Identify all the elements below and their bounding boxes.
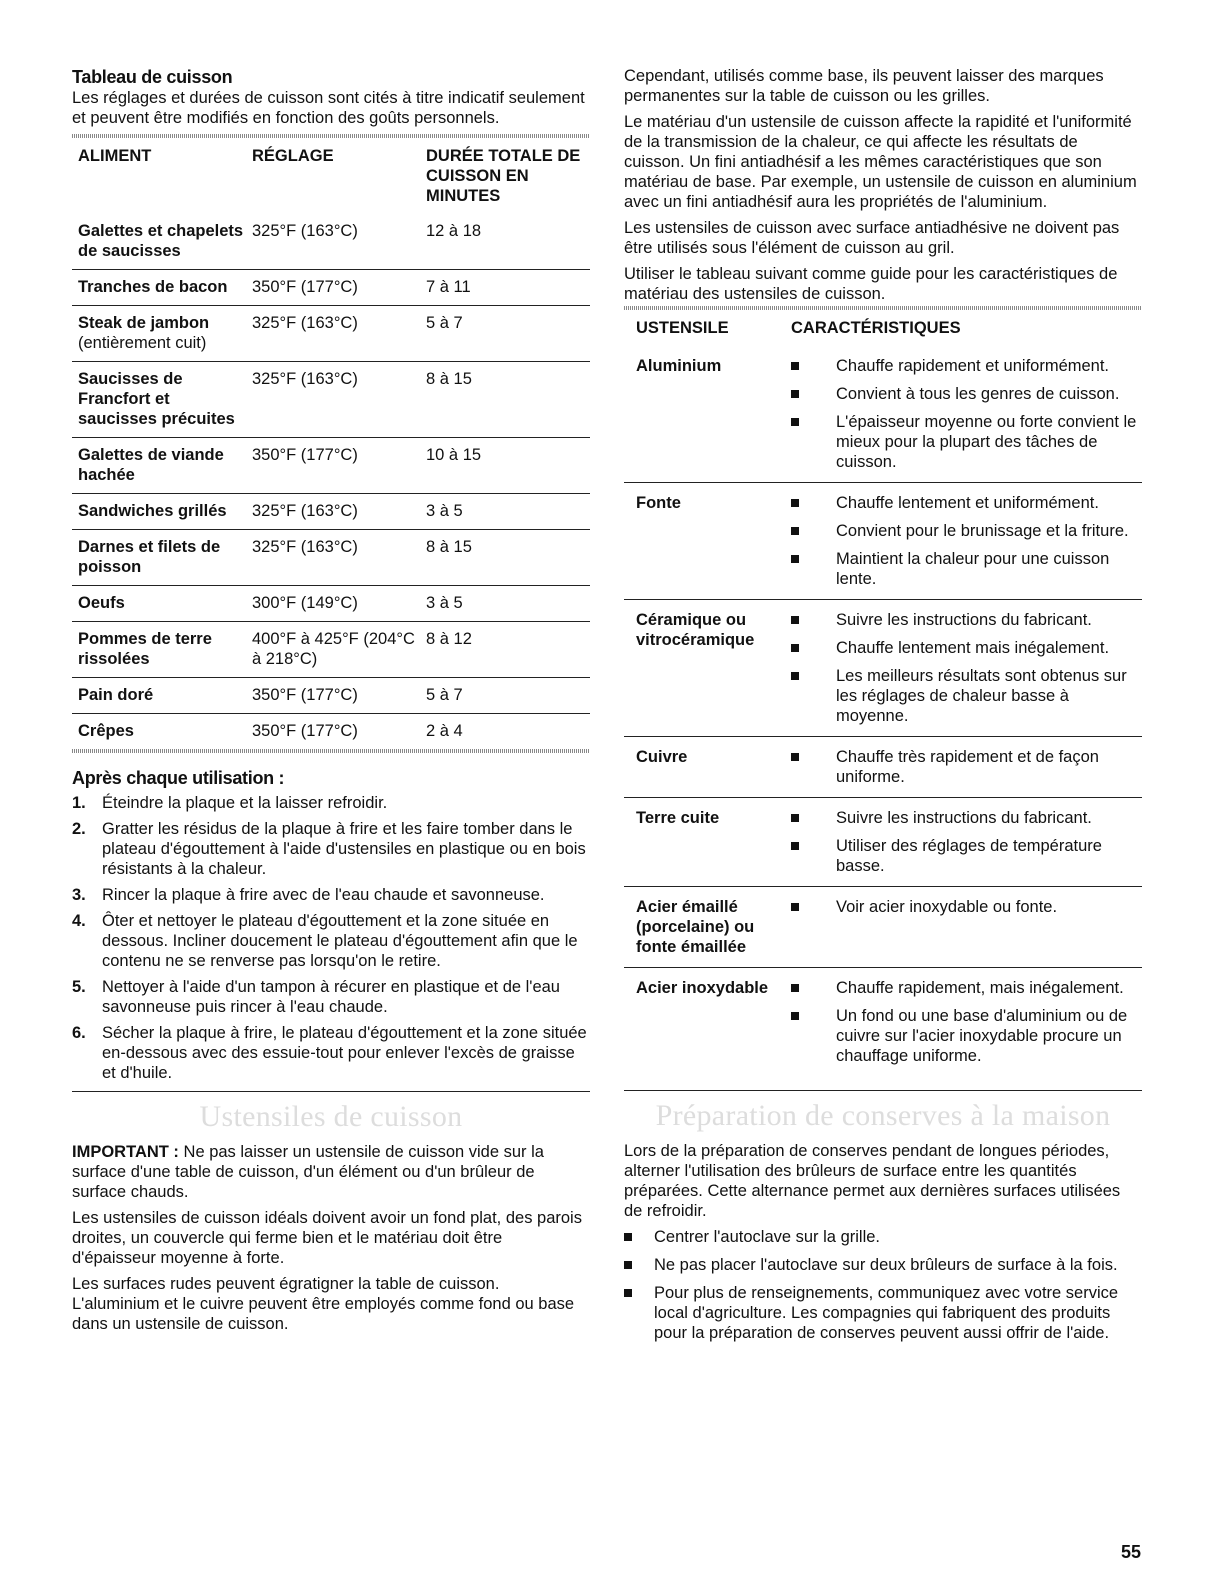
list-item bbox=[791, 356, 1142, 376]
header-food: ALIMENT bbox=[78, 147, 152, 165]
list-item bbox=[791, 897, 1142, 917]
step-number: 1. bbox=[72, 794, 86, 812]
canning-text: Ne pas placer l'autoclave sur deux brûleurs de surface à la fois. bbox=[654, 1256, 1118, 1274]
food-cell bbox=[72, 494, 246, 530]
time-cell: 7 à 11 bbox=[420, 270, 590, 306]
food-cell bbox=[72, 306, 246, 362]
bullet-square-icon bbox=[791, 362, 799, 370]
cookware-characteristics bbox=[791, 798, 1142, 887]
bullet-square-icon bbox=[791, 1012, 799, 1020]
characteristic-text: Les meilleurs résultats sont obtenus sur les réglages de chaleur basse à moyenne. bbox=[836, 667, 1127, 725]
step-number: 5. bbox=[72, 978, 86, 996]
setting-cell: 325°F (163°C) bbox=[246, 494, 420, 530]
characteristics-list bbox=[791, 493, 1142, 589]
list-item bbox=[624, 1255, 1142, 1275]
bullet-square-icon bbox=[791, 527, 799, 535]
header-cookware: USTENSILE bbox=[636, 319, 729, 337]
list-item bbox=[791, 836, 1142, 876]
food-cell bbox=[72, 270, 246, 306]
characteristic-text: L'épaisseur moyenne ou forte convient le mieux pour la plupart des tâches de cuisson. bbox=[836, 413, 1137, 471]
bullet-square-icon bbox=[791, 984, 799, 992]
important-text: Ne pas laisser un ustensile de cuisson vide sur la surface d'une table de cuisson, d'un élément ou d'un brûleur de surface chauds. bbox=[72, 1143, 544, 1201]
step-text: Ôter et nettoyer le plateau d'égouttement et la zone située en dessous. Incliner doucement le plateau d'égouttement afin que le contenu ne se renverse pas lorsqu'on le retire. bbox=[102, 912, 578, 970]
list-item bbox=[72, 885, 590, 905]
cookware-name: Aluminium bbox=[636, 357, 722, 375]
characteristics-list bbox=[791, 897, 1142, 917]
bullet-square-icon bbox=[791, 672, 799, 680]
time-cell: 12 à 18 bbox=[426, 222, 482, 240]
bullet-square-icon bbox=[624, 1261, 632, 1269]
characteristic-text: Chauffe lentement mais inégalement. bbox=[836, 639, 1110, 657]
step-number: 4. bbox=[72, 912, 86, 930]
list-item bbox=[791, 808, 1142, 828]
header-time: DURÉE TOTALE DE CUISSON EN MINUTES bbox=[426, 147, 581, 205]
setting-cell: 300°F (149°C) bbox=[246, 586, 420, 622]
list-item bbox=[72, 793, 590, 813]
table-row bbox=[72, 678, 590, 714]
food-cell bbox=[72, 530, 246, 586]
bullet-square-icon bbox=[791, 418, 799, 426]
food-name: Tranches de bacon bbox=[78, 278, 228, 296]
characteristic-text: Convient à tous les genres de cuisson. bbox=[836, 385, 1120, 403]
time-cell: 5 à 7 bbox=[420, 678, 590, 714]
right-column bbox=[624, 66, 1142, 1351]
canning-intro: Lors de la préparation de conserves pendant de longues périodes, alterner l'utilisation des brûleurs de surface entre les quantités préparées. Cette alternance permet aux dernières surfaces utilisées de refroidir. bbox=[624, 1142, 1121, 1220]
time-cell: 3 à 5 bbox=[420, 586, 590, 622]
cooking-table-body bbox=[72, 214, 590, 749]
setting-cell: 350°F (177°C) bbox=[246, 678, 420, 714]
table-row bbox=[72, 306, 590, 362]
cookware-name: Acier inoxydable bbox=[624, 968, 791, 1077]
cookware-characteristics bbox=[791, 346, 1142, 483]
characteristic-text: Convient pour le brunissage et la friture. bbox=[836, 522, 1129, 540]
cooking-table-title: Tableau de cuisson bbox=[72, 67, 233, 87]
cookware-characteristics bbox=[791, 600, 1142, 737]
list-item bbox=[791, 978, 1142, 998]
food-name: Crêpes bbox=[78, 722, 134, 740]
step-number: 2. bbox=[72, 820, 86, 838]
list-item bbox=[791, 1006, 1142, 1066]
food-name: Pommes de terre rissolées bbox=[78, 630, 212, 668]
food-cell bbox=[72, 362, 246, 438]
table-row bbox=[72, 586, 590, 622]
list-item bbox=[791, 412, 1142, 472]
page-number: 55 bbox=[1120, 1542, 1141, 1562]
characteristic-text: Un fond ou une base d'aluminium ou de cuivre sur l'acier inoxydable procure un chauffage uniforme. bbox=[836, 1007, 1128, 1065]
characteristics-list bbox=[791, 808, 1142, 876]
time-cell: 8 à 15 bbox=[420, 530, 590, 586]
table-row bbox=[624, 968, 1142, 1077]
table-row bbox=[624, 600, 1142, 737]
table-row bbox=[624, 483, 1142, 600]
table-row bbox=[624, 798, 1142, 887]
characteristic-text: Chauffe rapidement et uniformément. bbox=[836, 357, 1110, 375]
food-name: Saucisses de Francfort et saucisses précuites bbox=[78, 370, 235, 428]
bullet-square-icon bbox=[791, 616, 799, 624]
step-text: Gratter les résidus de la plaque à frire et les faire tomber dans le plateau d'égouttement à l'aide d'ustensiles en plastique ou en bois résistants à la chaleur. bbox=[102, 820, 586, 878]
step-text: Éteindre la plaque et la laisser refroidir. bbox=[102, 794, 388, 812]
setting-cell: 325°F (163°C) bbox=[246, 362, 420, 438]
cookware-name: Fonte bbox=[624, 483, 791, 600]
list-item bbox=[791, 666, 1142, 726]
table-row bbox=[624, 887, 1142, 968]
list-item bbox=[791, 549, 1142, 589]
bullet-square-icon bbox=[624, 1289, 632, 1297]
cookware-characteristics bbox=[791, 737, 1142, 798]
header-characteristics: CARACTÉRISTIQUES bbox=[791, 319, 961, 337]
list-item bbox=[791, 384, 1142, 404]
left-column bbox=[72, 66, 590, 1340]
cookware-name: Terre cuite bbox=[624, 798, 791, 887]
step-text: Nettoyer à l'aide d'un tampon à récurer en plastique et de l'eau savonneuse puis rincer à l'eau chaude. bbox=[102, 978, 560, 1016]
food-name: Pain doré bbox=[78, 686, 154, 704]
time-cell: 3 à 5 bbox=[420, 494, 590, 530]
step-text: Sécher la plaque à frire, le plateau d'égouttement et la zone située en-dessous avec des essuie-tout pour enlever l'excès de graisse et d'huile. bbox=[102, 1024, 587, 1082]
table-row bbox=[72, 214, 590, 270]
food-name: Steak de jambon bbox=[78, 314, 210, 332]
characteristics-list bbox=[791, 610, 1142, 726]
bullet-square-icon bbox=[791, 555, 799, 563]
list-item bbox=[72, 911, 590, 971]
setting-cell: 325°F (163°C) bbox=[252, 222, 358, 240]
setting-cell: 325°F (163°C) bbox=[246, 306, 420, 362]
characteristics-list bbox=[791, 356, 1142, 472]
time-cell: 10 à 15 bbox=[420, 438, 590, 494]
cleaning-steps bbox=[72, 793, 590, 1083]
characteristic-text: Chauffe lentement et uniformément. bbox=[836, 494, 1099, 512]
food-name: Galettes et chapelets de saucisses bbox=[78, 222, 244, 260]
cooking-table bbox=[72, 138, 590, 749]
cookware-paragraph-5: Les ustensiles de cuisson avec surface antiadhésive ne doivent pas être utilisés sous l'élément de cuisson au gril. bbox=[624, 219, 1120, 257]
characteristic-text: Suivre les instructions du fabricant. bbox=[836, 611, 1092, 629]
list-item bbox=[624, 1283, 1142, 1343]
characteristics-list bbox=[791, 747, 1142, 787]
characteristic-text: Chauffe très rapidement et de façon uniforme. bbox=[836, 748, 1099, 786]
setting-cell: 350°F (177°C) bbox=[246, 270, 420, 306]
characteristic-text: Voir acier inoxydable ou fonte. bbox=[836, 898, 1058, 916]
food-name: Oeufs bbox=[78, 594, 125, 612]
step-text: Rincer la plaque à frire avec de l'eau chaude et savonneuse. bbox=[102, 886, 545, 904]
list-item bbox=[791, 493, 1142, 513]
cookware-paragraph-3: Cependant, utilisés comme base, ils peuvent laisser des marques permanentes sur la table de cuisson ou les grilles. bbox=[624, 67, 1104, 105]
canning-list bbox=[624, 1227, 1142, 1343]
table-row bbox=[72, 622, 590, 678]
list-item bbox=[791, 521, 1142, 541]
characteristic-text: Chauffe rapidement, mais inégalement. bbox=[836, 979, 1124, 997]
food-cell bbox=[72, 438, 246, 494]
list-item bbox=[624, 1227, 1142, 1247]
time-cell: 5 à 7 bbox=[420, 306, 590, 362]
list-item bbox=[72, 977, 590, 1017]
food-note: (entièrement cuit) bbox=[78, 334, 207, 352]
bullet-square-icon bbox=[791, 753, 799, 761]
canning-text: Pour plus de renseignements, communiquez avec votre service local d'agriculture. Les compagnies qui fabriquent des produits pour la préparation de conserves peuvent aussi offrir de l'aide. bbox=[654, 1284, 1119, 1342]
bullet-square-icon bbox=[791, 644, 799, 652]
table-row bbox=[72, 362, 590, 438]
table-row bbox=[72, 270, 590, 306]
list-item bbox=[791, 610, 1142, 630]
list-item bbox=[72, 819, 590, 879]
divider bbox=[624, 1090, 1142, 1091]
time-cell: 8 à 12 bbox=[420, 622, 590, 678]
cookware-table-header bbox=[624, 310, 1142, 346]
step-number: 6. bbox=[72, 1024, 86, 1042]
canning-section-title: Préparation de conserves à la maison bbox=[655, 1099, 1111, 1132]
important-label: IMPORTANT : bbox=[72, 1143, 179, 1161]
header-setting: RÉGLAGE bbox=[252, 147, 334, 165]
cookware-paragraph-6: Utiliser le tableau suivant comme guide pour les caractéristiques de matériau des ustensiles de cuisson. bbox=[624, 265, 1118, 303]
food-cell bbox=[72, 714, 246, 750]
food-cell bbox=[72, 586, 246, 622]
cookware-section-title: Ustensiles de cuisson bbox=[199, 1100, 463, 1133]
cookware-table bbox=[624, 310, 1142, 1076]
list-item bbox=[72, 1023, 590, 1083]
step-number: 3. bbox=[72, 886, 86, 904]
food-cell bbox=[72, 622, 246, 678]
food-name: Darnes et filets de poisson bbox=[78, 538, 221, 576]
cookware-paragraph-4: Le matériau d'un ustensile de cuisson affecte la rapidité et l'uniformité de la transmission de la chaleur, ce qui affecte les résultats de cuisson. Un fini antiadhésif a les mêmes caractéristiques que son matériau de base. Par exemple, un ustensile de cuisson en aluminium avec un fini antiadhésif aura les propriétés de l'aluminium. bbox=[624, 113, 1137, 211]
cooking-table-header bbox=[72, 138, 590, 214]
cookware-paragraph-2: Les surfaces rudes peuvent égratigner la table de cuisson. L'aluminium et le cuivre peuvent être employés comme fond ou base dans un ustensile de cuisson. bbox=[72, 1275, 575, 1333]
bullet-square-icon bbox=[791, 903, 799, 911]
table-row bbox=[624, 737, 1142, 798]
bullet-square-icon bbox=[791, 814, 799, 822]
food-name: Galettes de viande hachée bbox=[78, 446, 224, 484]
cookware-characteristics bbox=[791, 968, 1142, 1077]
table-row bbox=[72, 438, 590, 494]
setting-cell: 350°F (177°C) bbox=[246, 438, 420, 494]
characteristic-text: Suivre les instructions du fabricant. bbox=[836, 809, 1092, 827]
food-cell bbox=[72, 214, 246, 270]
cookware-paragraph-1: Les ustensiles de cuisson idéals doivent avoir un fond plat, des parois droites, un couvercle qui ferme bien et le matériau doit être d'épaisseur moyenne à forte. bbox=[72, 1209, 582, 1267]
table-row bbox=[72, 714, 590, 750]
list-item bbox=[791, 638, 1142, 658]
setting-cell: 350°F (177°C) bbox=[246, 714, 420, 750]
cookware-name: Acier émaillé (porcelaine) ou fonte émaillée bbox=[624, 887, 791, 968]
important-note bbox=[72, 1142, 590, 1202]
canning-text: Centrer l'autoclave sur la grille. bbox=[654, 1228, 880, 1246]
divider bbox=[72, 1091, 590, 1092]
bullet-square-icon bbox=[791, 842, 799, 850]
time-cell: 8 à 15 bbox=[420, 362, 590, 438]
table-row bbox=[72, 530, 590, 586]
cookware-name: Céramique ou vitrocéramique bbox=[624, 600, 791, 737]
food-name: Sandwiches grillés bbox=[78, 502, 227, 520]
bullet-square-icon bbox=[624, 1233, 632, 1241]
bullet-square-icon bbox=[791, 390, 799, 398]
list-item bbox=[791, 747, 1142, 787]
table-row bbox=[624, 346, 1142, 483]
cooking-table-intro: Les réglages et durées de cuisson sont cités à titre indicatif seulement et peuvent être modifiés en fonction des goûts personnels. bbox=[72, 89, 585, 127]
characteristic-text: Utiliser des réglages de température basse. bbox=[836, 837, 1102, 875]
after-use-title: Après chaque utilisation : bbox=[72, 768, 285, 788]
cookware-name: Cuivre bbox=[624, 737, 791, 798]
setting-cell: 400°F à 425°F (204°C à 218°C) bbox=[246, 622, 420, 678]
bullet-square-icon bbox=[791, 499, 799, 507]
divider bbox=[72, 749, 590, 753]
setting-cell: 325°F (163°C) bbox=[246, 530, 420, 586]
food-cell bbox=[72, 678, 246, 714]
time-cell: 2 à 4 bbox=[420, 714, 590, 750]
cookware-table-body bbox=[624, 346, 1142, 1076]
characteristic-text: Maintient la chaleur pour une cuisson lente. bbox=[836, 550, 1110, 588]
characteristics-list bbox=[791, 978, 1142, 1066]
table-row bbox=[72, 494, 590, 530]
cookware-characteristics bbox=[791, 483, 1142, 600]
cookware-characteristics bbox=[791, 887, 1142, 968]
